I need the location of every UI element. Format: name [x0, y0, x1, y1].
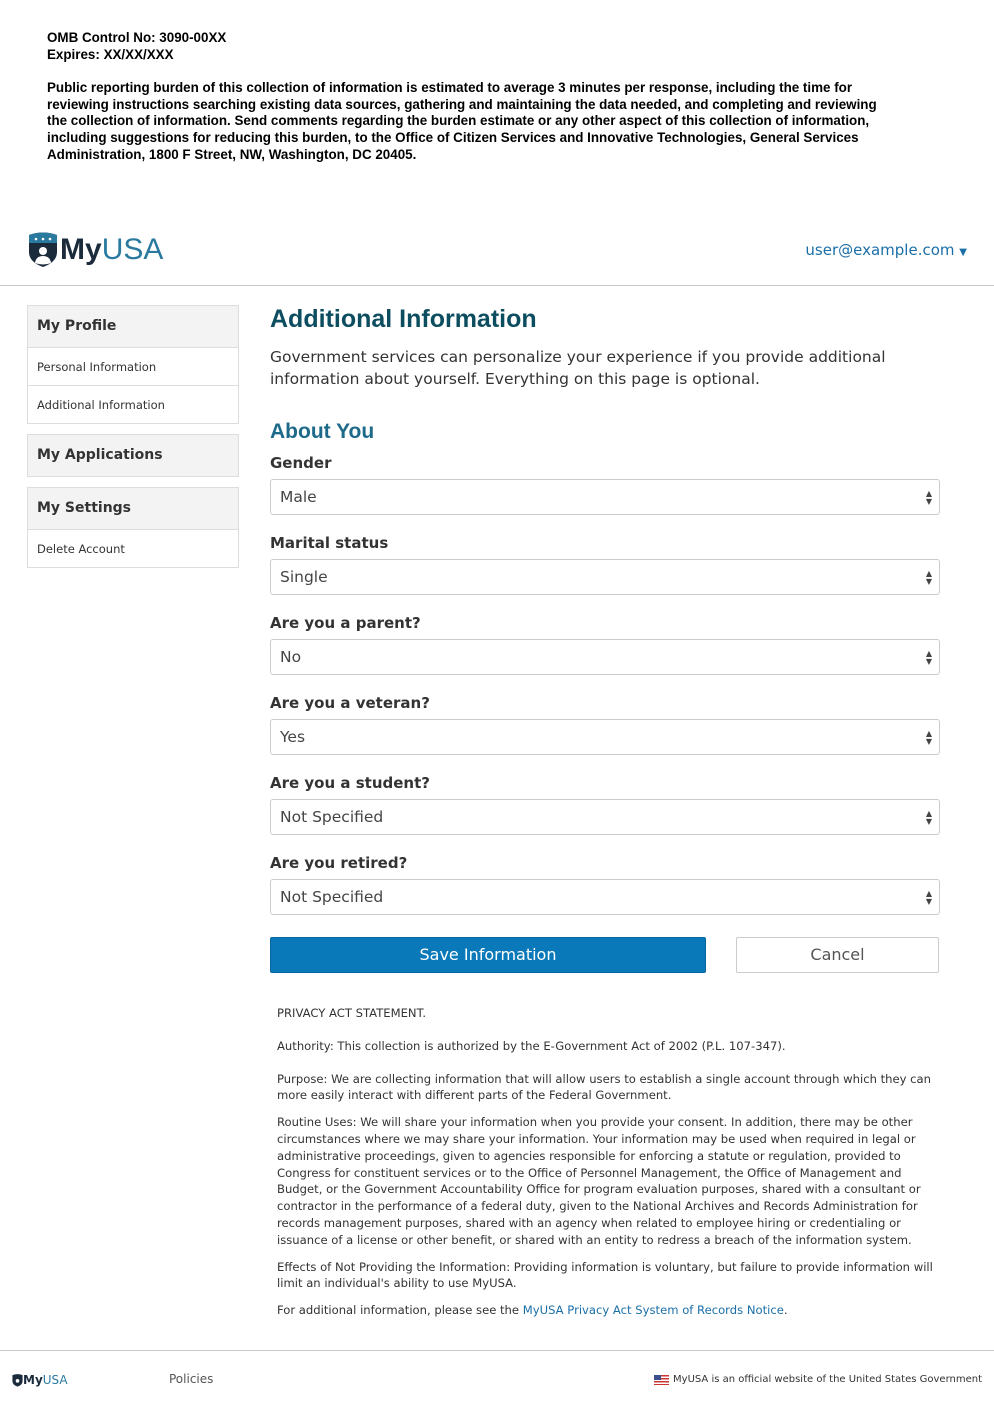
- are-you-a-parent-select[interactable]: [270, 639, 940, 675]
- privacy-act-statement: [277, 1005, 937, 1329]
- are-you-a-veteran-value: Yes: [280, 728, 306, 746]
- sidebar-heading-my-applications[interactable]: My Applications: [28, 435, 238, 476]
- gender-value: Male: [280, 488, 317, 506]
- marital-status-value: Single: [280, 568, 328, 586]
- sidebar: [27, 305, 239, 578]
- user-menu[interactable]: [805, 241, 967, 259]
- are-you-a-student-value: Not Specified: [280, 808, 384, 826]
- privacy-title: PRIVACY ACT STATEMENT.: [277, 1006, 427, 1020]
- are-you-a-parent-value: No: [280, 648, 302, 666]
- policies-link[interactable]: Policies: [169, 1372, 214, 1386]
- select-arrows-icon: ▲ ▼: [925, 649, 932, 666]
- are-you-a-veteran-select[interactable]: [270, 719, 940, 755]
- omb-notice: [47, 30, 887, 180]
- shield-icon: [28, 232, 58, 268]
- sidebar-group-settings: [27, 487, 239, 568]
- us-flag-icon: [654, 1375, 669, 1385]
- omb-expires: Expires: XX/XX/XXX: [47, 46, 174, 62]
- are-you-a-veteran-label: Are you a veteran?: [270, 694, 430, 712]
- are-you-retired-value: Not Specified: [280, 888, 384, 906]
- official-website-notice: [654, 1374, 982, 1385]
- are-you-a-parent-label: Are you a parent?: [270, 614, 421, 632]
- privacy-more: [277, 1302, 937, 1319]
- caret-down-icon: ▼: [959, 247, 967, 258]
- save-information-button[interactable]: Save Information: [270, 937, 706, 973]
- select-arrows-icon: ▲ ▼: [925, 489, 932, 506]
- logo-usa: USA: [101, 233, 164, 266]
- shield-icon: [12, 1374, 23, 1387]
- select-arrows-icon: ▲ ▼: [925, 809, 932, 826]
- cancel-button[interactable]: Cancel: [736, 937, 939, 973]
- footer-logo-usa: USA: [42, 1373, 68, 1387]
- page-title: Additional Information: [270, 305, 537, 333]
- user-email: user@example.com: [805, 241, 955, 259]
- sidebar-item-additional-information[interactable]: Additional Information: [28, 385, 238, 423]
- sidebar-heading-my-profile[interactable]: My Profile: [28, 306, 238, 347]
- marital-status-label: Marital status: [270, 534, 389, 552]
- logo-my: My: [60, 233, 102, 266]
- site-header: [0, 222, 994, 286]
- privacy-routine-uses: Routine Uses: We will share your information when you provide your consent. In addition, there may be other circumstances where we may share your information. Your information may be used when required in legal or administrative proceedings, given to agencies responsible for enforcing a statute or regulation, provided to Congress for constituent services or to the Office of Personnel Management, the Office of Management and Budget, or the Government Accountability Office for program evaluation purposes, shared with a consultant or contractor in the performance of a federal duty, given to the National Archives and Records Administration for records management purposes, shared with an agency when related to employee hiring or credentialing or issuance of a license or other benefit, or shared with an entity to redress a breach of the information system.: [277, 1115, 921, 1247]
- sidebar-heading-my-settings[interactable]: My Settings: [28, 488, 238, 529]
- burden-statement: Public reporting burden of this collection of information is estimated to average 3 minutes per response, including the time for reviewing instructions searching existing data sources, gathering and maintaining the data needed, and completing and reviewing the collection of information. Send comments regarding the burden estimate or any other aspect of this collection of information, including suggestions for reducing this burden, to the Office of Citizen Services and Innovative Technologies, General Services Administration, 1800 F Street, NW, Washington, DC 20405.: [47, 80, 877, 162]
- select-arrows-icon: ▲ ▼: [925, 729, 932, 746]
- sidebar-group-applications: [27, 434, 239, 477]
- privacy-more-text: For additional information, please see the: [277, 1303, 523, 1318]
- official-text: MyUSA is an official website of the United States Government: [673, 1374, 982, 1385]
- myusa-logo[interactable]: [28, 232, 163, 268]
- are-you-retired-select[interactable]: [270, 879, 940, 915]
- privacy-authority: Authority: This collection is authorized by the E-Government Act of 2002 (P.L. 107-347).: [277, 1038, 786, 1053]
- are-you-a-student-label: Are you a student?: [270, 774, 430, 792]
- footer: [0, 1350, 994, 1410]
- footer-logo[interactable]: [12, 1373, 68, 1387]
- select-arrows-icon: ▲ ▼: [925, 569, 932, 586]
- privacy-purpose: Purpose: We are collecting information that will allow users to establish a single account through which they can more easily interact with different parts of the Federal Government.: [277, 1071, 932, 1103]
- privacy-sorn-link[interactable]: MyUSA Privacy Act System of Records Notice: [522, 1303, 784, 1318]
- main-content: [270, 305, 940, 973]
- sidebar-group-profile: [27, 305, 239, 424]
- select-arrows-icon: ▲ ▼: [925, 889, 932, 906]
- gender-label: Gender: [270, 454, 332, 472]
- marital-status-select[interactable]: [270, 559, 940, 595]
- privacy-end: .: [783, 1303, 788, 1318]
- intro-text: Government services can personalize your experience if you provide additional information about yourself. Everything on this page is optional.: [270, 348, 886, 388]
- privacy-effects: Effects of Not Providing the Information: Providing information is voluntary, but failure to provide information will limit an individual's ability to use MyUSA.: [277, 1259, 933, 1291]
- gender-select[interactable]: [270, 479, 940, 515]
- are-you-a-student-select[interactable]: [270, 799, 940, 835]
- are-you-retired-label: Are you retired?: [270, 854, 408, 872]
- sidebar-item-delete-account[interactable]: Delete Account: [28, 529, 238, 567]
- sidebar-item-personal-information[interactable]: Personal Information: [28, 347, 238, 385]
- section-title: About You: [270, 420, 375, 443]
- footer-logo-my: My: [23, 1373, 43, 1387]
- omb-control: OMB Control No: 3090-00XX: [47, 30, 227, 45]
